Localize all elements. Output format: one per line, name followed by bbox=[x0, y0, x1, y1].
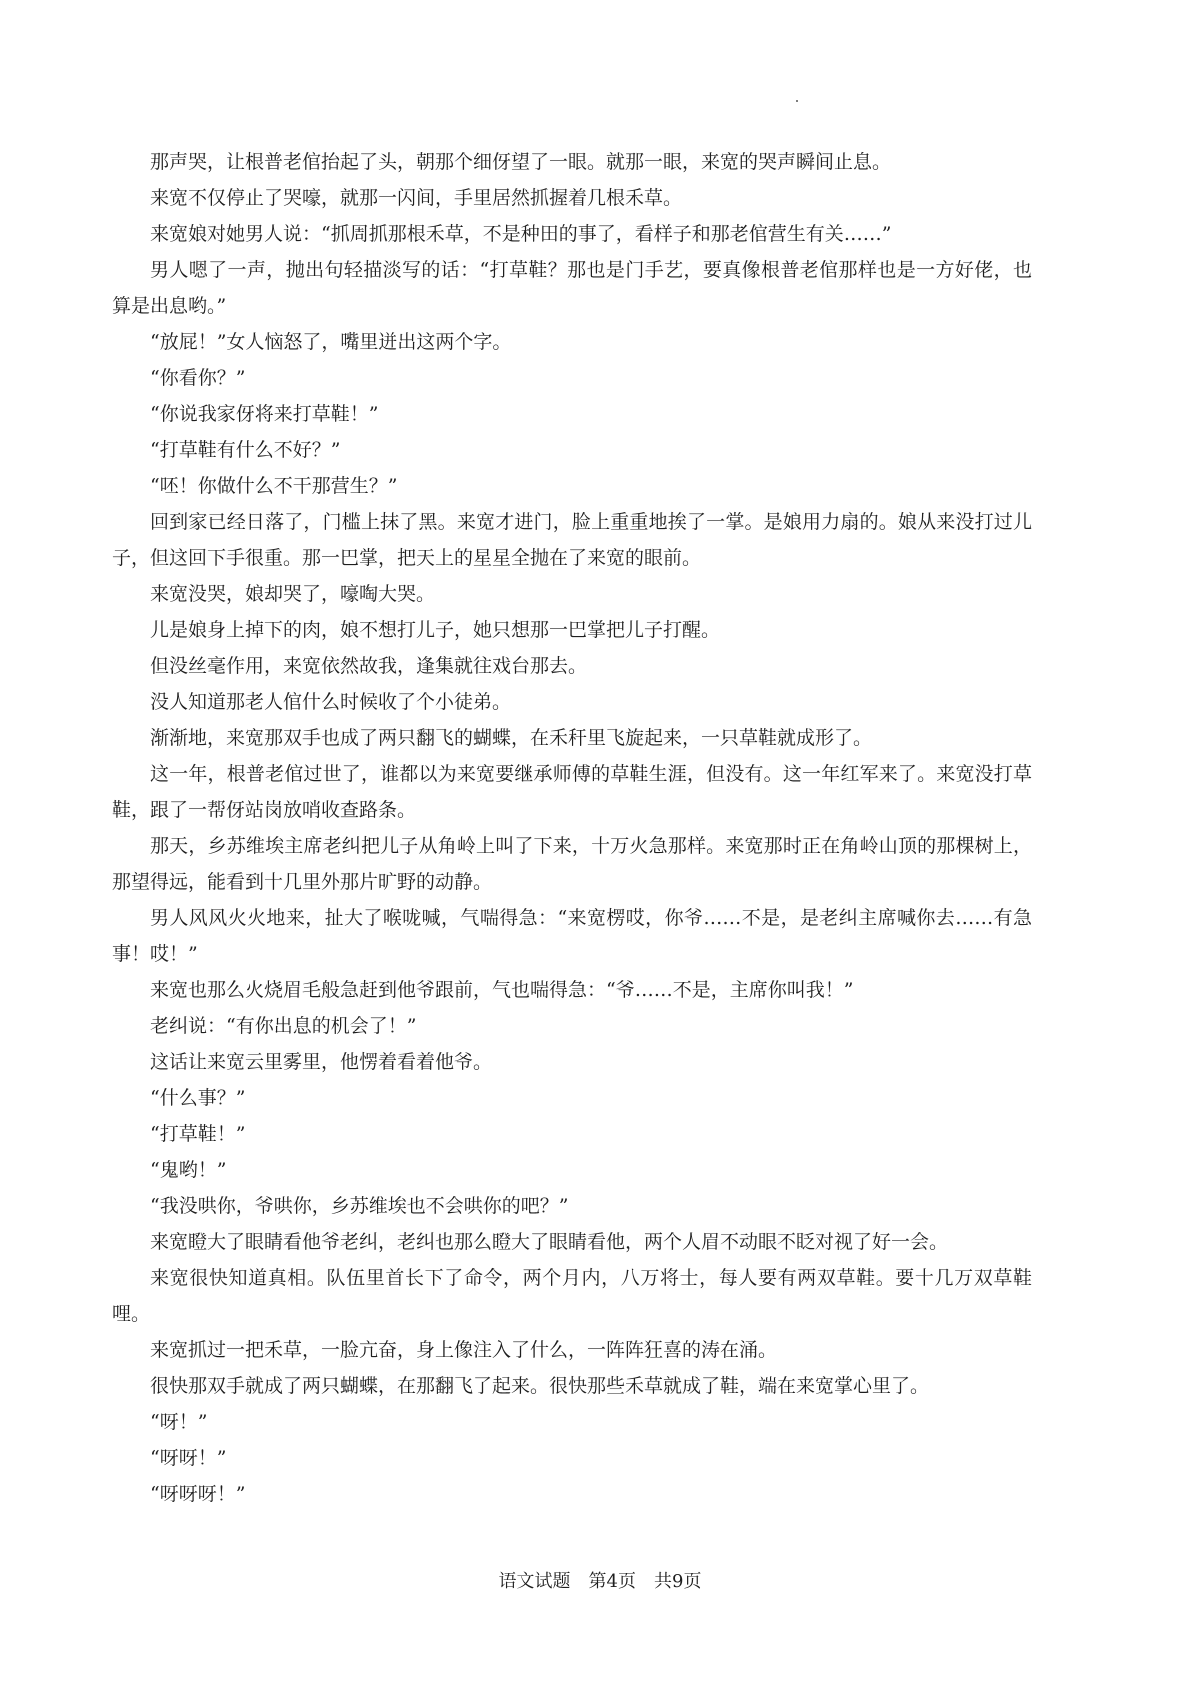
paragraph: 来宽也那么火烧眉毛般急赶到他爷跟前，气也喘得急：“爷……不是，主席你叫我！” bbox=[150, 979, 854, 1001]
paragraph: “呀！” bbox=[150, 1411, 208, 1433]
paragraph: 这一年，根普老倌过世了，谁都以为来宽要继承师傅的草鞋生涯，但没有。这一年红军来了。来宽没打草鞋，跟了一帮伢站岗放哨收查路条。 bbox=[112, 763, 1032, 821]
paragraph: 渐渐地，来宽那双手也成了两只翻飞的蝴蝶，在禾秆里飞旋起来，一只草鞋就成形了。 bbox=[150, 727, 873, 749]
paragraph: 那声哭，让根普老倌抬起了头，朝那个细伢望了一眼。就那一眼，来宽的哭声瞬间止息。 bbox=[150, 151, 892, 173]
paragraph: 来宽很快知道真相。队伍里首长下了命令，两个月内，八万将士，每人要有两双草鞋。要十几万双草鞋哩。 bbox=[112, 1267, 1032, 1325]
paragraph: “你看你？” bbox=[150, 367, 246, 389]
page-footer: 语文试题 第4页 共9页 bbox=[498, 1571, 702, 1592]
paragraph: “呸！你做什么不干那营生？” bbox=[150, 475, 398, 497]
paragraph: 老纠说：“有你出息的机会了！” bbox=[150, 1015, 417, 1037]
paragraph: “打草鞋！” bbox=[150, 1123, 246, 1145]
paragraph: 这话让来宽云里雾里，他愣着看着他爷。 bbox=[150, 1051, 493, 1073]
paragraph: “呀呀！” bbox=[150, 1447, 227, 1469]
paragraph: “打草鞋有什么不好？” bbox=[150, 439, 341, 461]
paragraph: 来宽娘对她男人说：“抓周抓那根禾草，不是种田的事了，看样子和那老倌营生有关……” bbox=[150, 223, 892, 245]
paragraph: “我没哄你，爷哄你，乡苏维埃也不会哄你的吧？” bbox=[150, 1195, 569, 1217]
paragraph: “你说我家伢将来打草鞋！” bbox=[150, 403, 379, 425]
paragraph: 男人嗯了一声，抛出句轻描淡写的话：“打草鞋？那也是门手艺，要真像根普老倌那样也是一方好佬，也算是出息哟。” bbox=[112, 259, 1032, 317]
paragraph: 来宽没哭，娘却哭了，嚎啕大哭。 bbox=[150, 583, 436, 605]
paragraph: 儿是娘身上掉下的肉，娘不想打儿子，她只想那一巴掌把儿子打醒。 bbox=[150, 619, 721, 641]
paragraph: 回到家已经日落了，门槛上抹了黑。来宽才进门，脸上重重地挨了一掌。是娘用力扇的。娘从来没打过儿子，但这回下手很重。那一巴掌，把天上的星星全抛在了来宽的眼前。 bbox=[112, 511, 1032, 569]
story-text bbox=[112, 144, 1032, 1512]
paragraph: 来宽瞪大了眼睛看他爷老纠，老纠也那么瞪大了眼睛看他，两个人眉不动眼不眨对视了好一会。 bbox=[150, 1231, 949, 1253]
paragraph: 来宽不仅停止了哭嚎，就那一闪间，手里居然抓握着几根禾草。 bbox=[150, 187, 683, 209]
paragraph: “鬼哟！” bbox=[150, 1159, 227, 1181]
paragraph: 很快那双手就成了两只蝴蝶，在那翻飞了起来。很快那些禾草就成了鞋，端在来宽掌心里了。 bbox=[150, 1375, 930, 1397]
paragraph: “放屁！”女人恼怒了，嘴里迸出这两个字。 bbox=[150, 331, 512, 353]
paragraph: 但没丝毫作用，来宽依然故我，逢集就往戏台那去。 bbox=[150, 655, 588, 677]
paragraph: “什么事？” bbox=[150, 1087, 246, 1109]
paragraph: 男人风风火火地来，扯大了喉咙喊，气喘得急：“来宽楞哎，你爷……不是，是老纠主席喊你去……有急事！哎！” bbox=[112, 907, 1032, 965]
paragraph: 那天，乡苏维埃主席老纠把儿子从角岭上叫了下来，十万火急那样。来宽那时正在角岭山顶的那棵树上，那望得远，能看到十几里外那片旷野的动静。 bbox=[112, 835, 1032, 893]
stray-dot bbox=[796, 100, 798, 102]
paragraph: 没人知道那老人倌什么时候收了个小徒弟。 bbox=[150, 691, 512, 713]
paragraph: “呀呀呀！” bbox=[150, 1483, 246, 1505]
paragraph: 来宽抓过一把禾草，一脸亢奋，身上像注入了什么，一阵阵狂喜的涛在涌。 bbox=[150, 1339, 778, 1361]
